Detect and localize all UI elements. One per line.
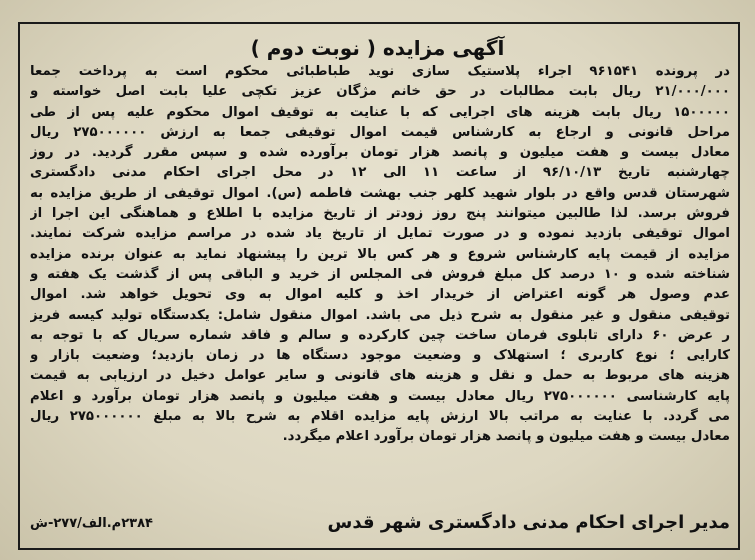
notice-line: چهارشنبه تاریخ ۹۶/۱۰/۱۳ از ساعت ۱۱ الی ۱۲ در محل اجرای احکام مدنی دادگستری (30, 165, 730, 181)
notice-line: ر عرض ۶۰ دارای تابلوی فرمان ساخت چین کارکرده و سالم و فاقد شماره سریال که با توجه به (30, 327, 730, 343)
notice-body (30, 62, 730, 448)
notice-line: اموال توقیفی بازدید نموده و در صورت تمایل از تاریخ یاد شده در مراسم مزایده شرکت نمایند. (30, 226, 730, 242)
notice-line: فروش برسد. لذا طالبین میتوانند پنج روز زودتر از تاریخ مزایده با اطلاع و هماهنگی این اجرا از (30, 206, 730, 222)
notice-line: می گردد. با عنایت به مراتب بالا ارزش پایه مزایده اقلام به شرح بالا به مبلغ ۲۷۵۰۰۰۰۰۰ ریال (30, 409, 730, 425)
notice-line: هزینه های مربوط به حمل و نقل و هزینه های قانونی و سایر عوامل دخیل در ارزیابی به قیمت (30, 368, 730, 384)
notice-line: مزایده از قیمت پایه کارشناس شروع و هر کس بالا ترین را پیشنهاد نماید به عنوان برنده مزایده (30, 246, 730, 262)
notice-line: توقیفی منقول و غیر منقول به شرح ذیل می باشد. اموال منقول شامل: یکدستگاه تولید کیسه فریز (30, 307, 730, 323)
notice-line: ۲۱/۰۰۰/۰۰۰ ریال بابت مطالبات در حق خانم مژگان عزیز تکچی علیا بابت اصل خواسته و (30, 84, 730, 100)
notice-line: شناخته شده و ۱۰ درصد کل مبلغ فروش فی المجلس از خرید و الباقی پس از گذشت یک هفته و (30, 266, 730, 282)
notice-line: معادل بیست و هفت میلیون و پانصد هزار تومان برآورده شده و سپس مقرر گردید. در روز (30, 145, 730, 161)
notice-line: معادل بیست و هفت میلیون و پانصد هزار تومان برآورد اعلام میگردد. (282, 429, 730, 445)
notice-line: مراحل قانونی و ارجاع به کارشناس قیمت اموال توقیفی جمعا به ارزش ۲۷۵۰۰۰۰۰۰ ریال (30, 124, 730, 140)
notice-line: پایه کارشناسی ۲۷۵۰۰۰۰۰۰ ریال معادل بیست و هفت میلیون و پانصد هزار تومان برآورد و اعلام (30, 388, 730, 404)
notice-line: در پرونده ۹۶۱۵۴۱ اجراء پلاستیک سازی نوید طباطبائی محکوم است به پرداخت جمعا (30, 64, 730, 79)
notice-line: کارایی ؛ نوع کاربری ؛ استهلاک و وضعیت موجود دستگاه ها در زمان بازدید؛ وضعیت بازار و (30, 348, 730, 364)
notice-line: شهرستان قدس واقع در بلوار شهید کلهر جنب بهشت فاطمه (س). اموال توقیفی از طریق مزایده به (30, 185, 730, 201)
notice-footer (30, 512, 730, 533)
signer-title: مدیر اجرای احکام مدنی دادگستری شهر قدس (327, 512, 730, 533)
notice-title: آگهی مزایده ( نوبت دوم ) (250, 36, 505, 60)
notice-line: ۱۵۰۰۰۰۰ ریال بابت هزینه های اجرایی که با عنایت به توقیف اموال محکوم علیه پس از طی (30, 104, 730, 120)
reference-number: ۲۳۸۴م.الف/۲۷۷-ش (30, 516, 153, 531)
notice-line: عدم وصول هر گونه اعتراض از خریدار اخذ و کلیه اموال به وی تحویل خواهد شد. اموال (30, 287, 730, 303)
